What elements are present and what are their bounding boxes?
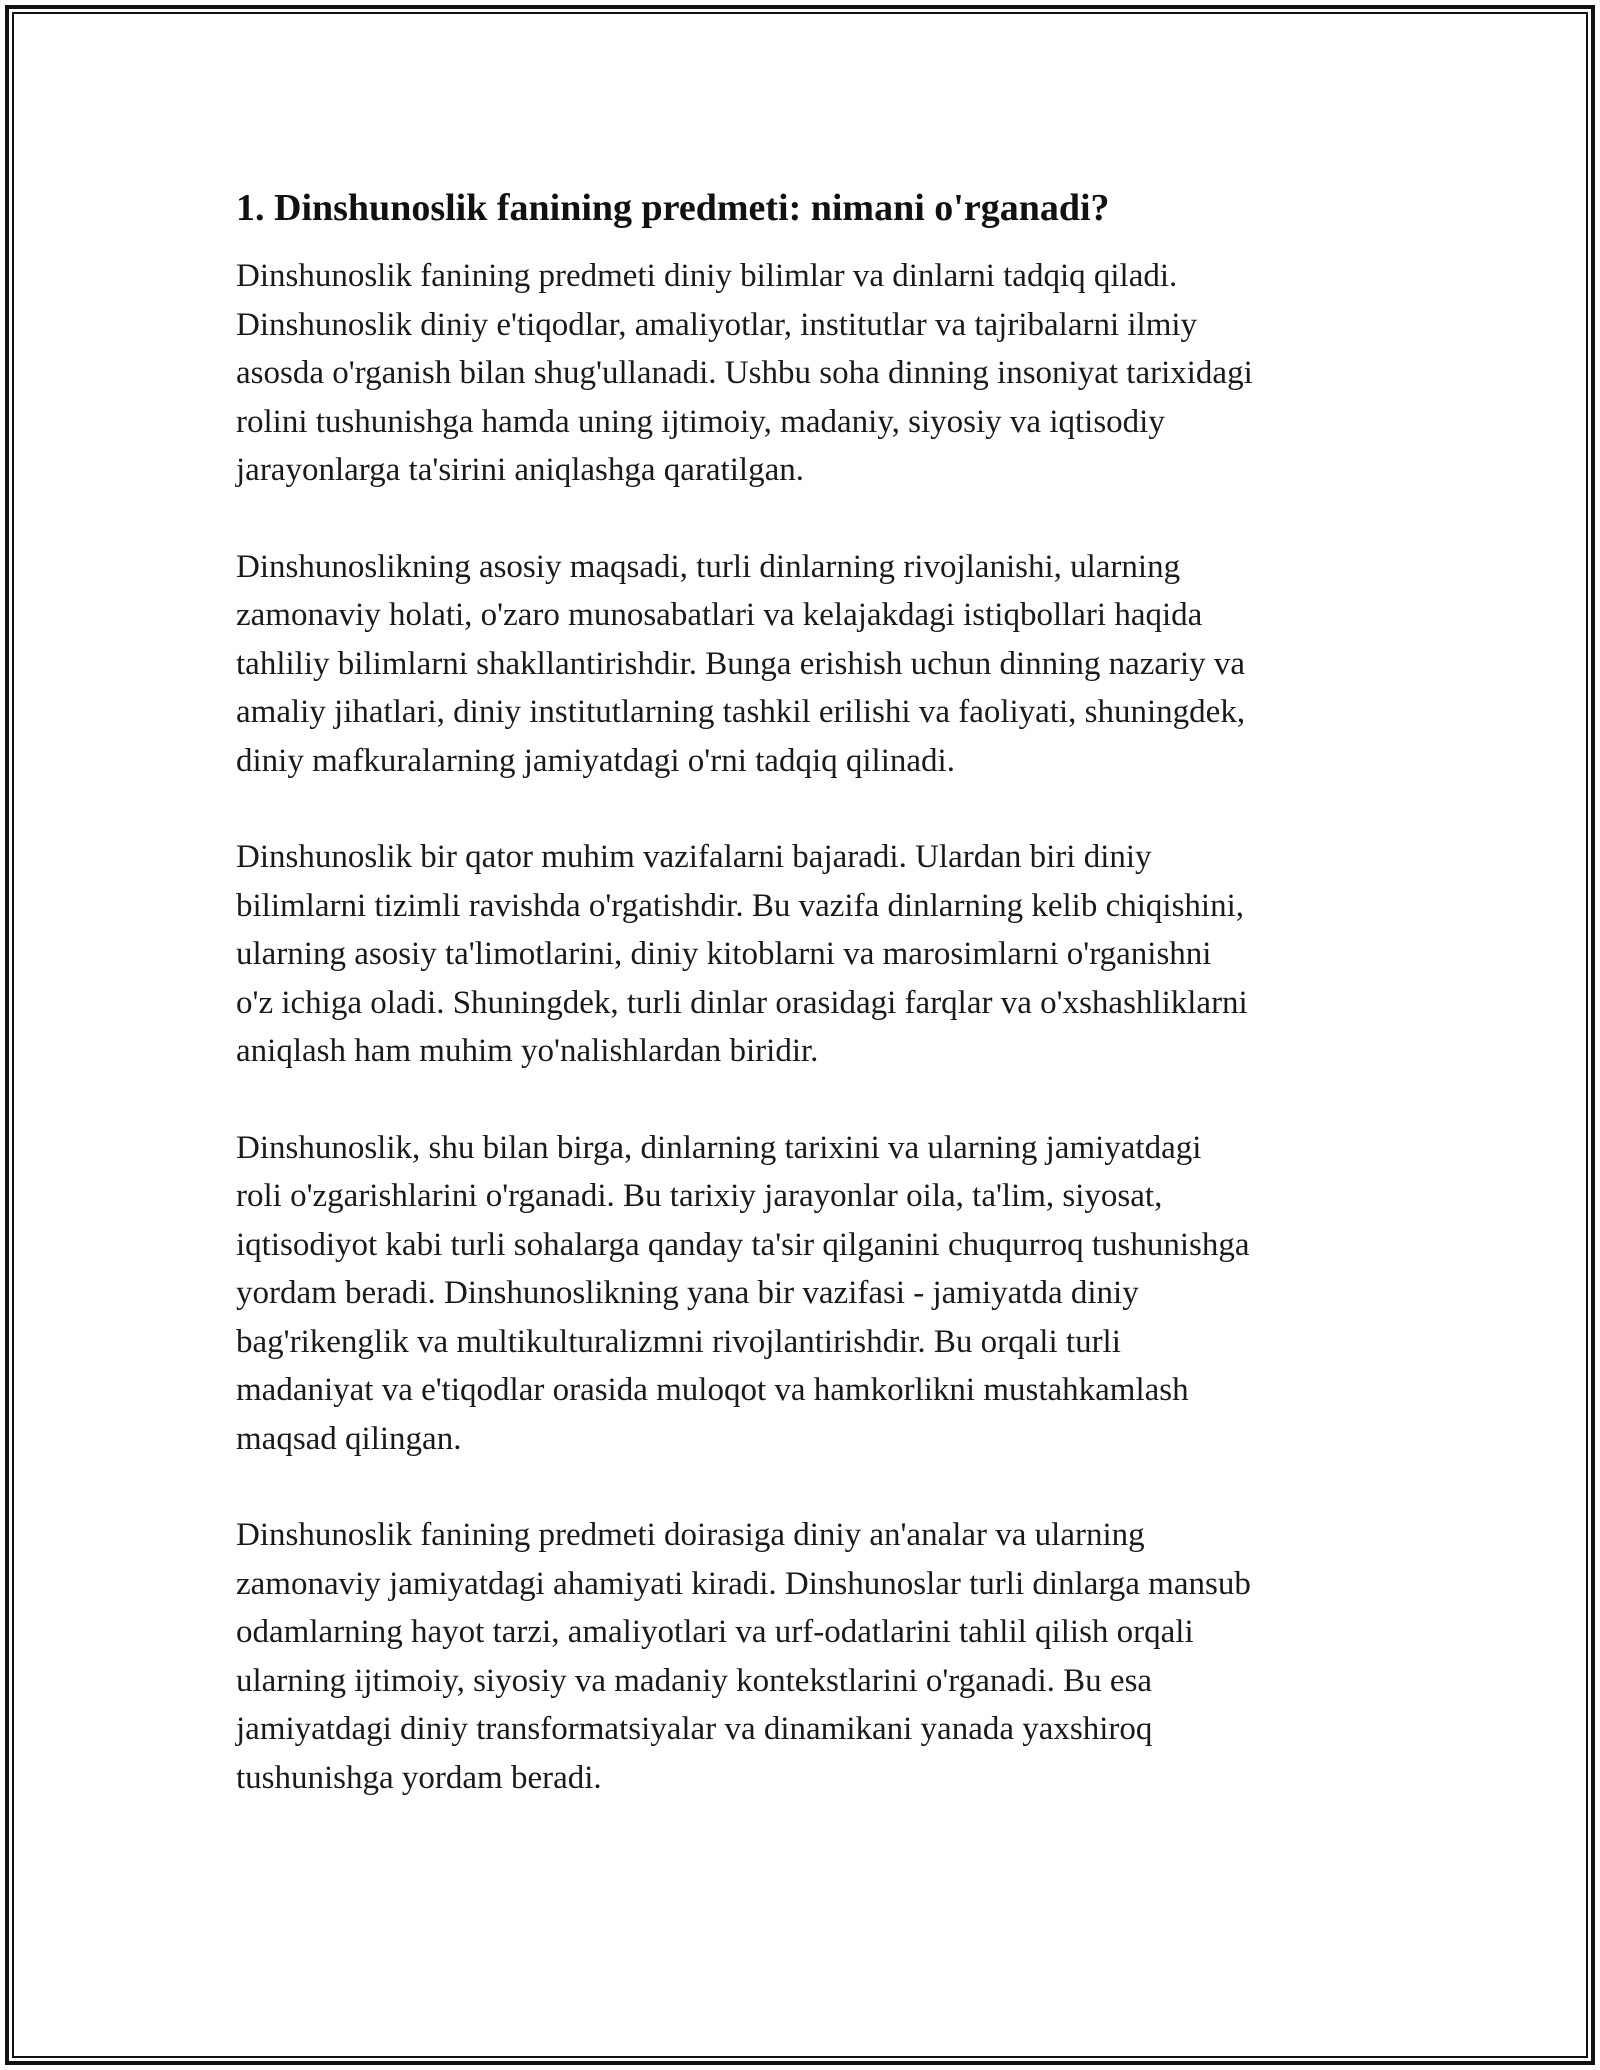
paragraph-line: maqsad qilingan.	[236, 1420, 462, 1457]
paragraph-line: aniqlash ham muhim yo'nalishlardan biridir.	[236, 1033, 819, 1069]
paragraph-line: bilimlarni tizimli ravishda o'rgatishdir. Bu vazifa dinlarning kelib chiqishini,	[236, 887, 1244, 924]
paragraph-line: rolini tushunishga hamda uning ijtimoiy, madaniy, siyosiy va iqtisodiy	[236, 403, 1165, 440]
paragraph-line: jarayonlarga ta'sirini aniqlashga qaratilgan.	[236, 452, 804, 488]
paragraph-line: jamiyatdagi diniy transformatsiyalar va dinamikani yanada yaxshiroq	[236, 1711, 1153, 1747]
paragraph-line: diniy mafkuralarning jamiyatdagi o'rni tadqiq qilinadi.	[236, 742, 955, 779]
paragraph-line: Dinshunoslik fanining predmeti diniy bilimlar va dinlarni tadqiq qiladi.	[236, 258, 1178, 294]
paragraph-line: madaniyat va e'tiqodlar orasida muloqot va hamkorlikni mustahkamlash	[236, 1372, 1189, 1408]
paragraph-line: ularning asosiy ta'limotlarini, diniy kitoblarni va marosimlarni o'rganishni	[236, 936, 1212, 972]
paragraph-line: o'z ichiga oladi. Shuningdek, turli dinlar orasidagi farqlar va o'xshashliklarni	[236, 984, 1248, 1021]
paragraph-line: Dinshunoslik bir qator muhim vazifalarni bajaradi. Ulardan biri diniy	[236, 839, 1152, 875]
paragraph-3	[236, 833, 1396, 1076]
section-heading: 1. Dinshunoslik fanining predmeti: nimani o'rganadi?	[236, 187, 1110, 229]
document-body	[236, 184, 1396, 1850]
paragraph-line: amaliy jihatlari, diniy institutlarning tashkil erilishi va faoliyati, shuningdek,	[236, 694, 1246, 730]
paragraph-line: Dinshunoslik diniy e'tiqodlar, amaliyotlar, institutlar va tajribalarni ilmiy	[236, 306, 1198, 343]
paragraph-line: iqtisodiyot kabi turli sohalarga qanday ta'sir qilganini chuqurroq tushunishga	[236, 1226, 1250, 1263]
paragraph-line: roli o'zgarishlarini o'rganadi. Bu tarixiy jarayonlar oila, ta'lim, siyosat,	[236, 1178, 1163, 1214]
paragraph-line: tushunishga yordam beradi.	[236, 1759, 602, 1796]
paragraph-2	[236, 543, 1396, 786]
paragraph-line: bag'rikenglik va multikulturalizmni rivojlantirishdir. Bu orqali turli	[236, 1323, 1121, 1360]
paragraph-line: tahliliy bilimlarni shakllantirishdir. Bunga erishish uchun dinning nazariy va	[236, 645, 1246, 682]
paragraph-5	[236, 1511, 1396, 1802]
paragraph-1	[236, 252, 1396, 495]
paragraph-line: zamonaviy holati, o'zaro munosabatlari va kelajakdagi istiqbollari haqida	[236, 597, 1203, 633]
paragraph-line: odamlarning hayot tarzi, amaliyotlari va urf-odatlarini tahlil qilish orqali	[236, 1614, 1194, 1650]
paragraph-line: asosda o'rganish bilan shug'ullanadi. Ushbu soha dinning insoniyat tarixidagi	[236, 355, 1253, 391]
paragraph-line: yordam beradi. Dinshunoslikning yana bir vazifasi - jamiyatda diniy	[236, 1275, 1139, 1311]
paragraph-line: Dinshunoslikning asosiy maqsadi, turli dinlarning rivojlanishi, ularning	[236, 548, 1181, 585]
paragraph-line: Dinshunoslik fanining predmeti doirasiga diniy an'analar va ularning	[236, 1517, 1145, 1553]
paragraph-line: zamonaviy jamiyatdagi ahamiyati kiradi. Dinshunoslar turli dinlarga mansub	[236, 1565, 1251, 1602]
paragraph-4	[236, 1124, 1396, 1464]
paragraph-line: Dinshunoslik, shu bilan birga, dinlarning tarixini va ularning jamiyatdagi	[236, 1129, 1202, 1166]
paragraph-line: ularning ijtimoiy, siyosiy va madaniy kontekstlarini o'rganadi. Bu esa	[236, 1662, 1153, 1699]
